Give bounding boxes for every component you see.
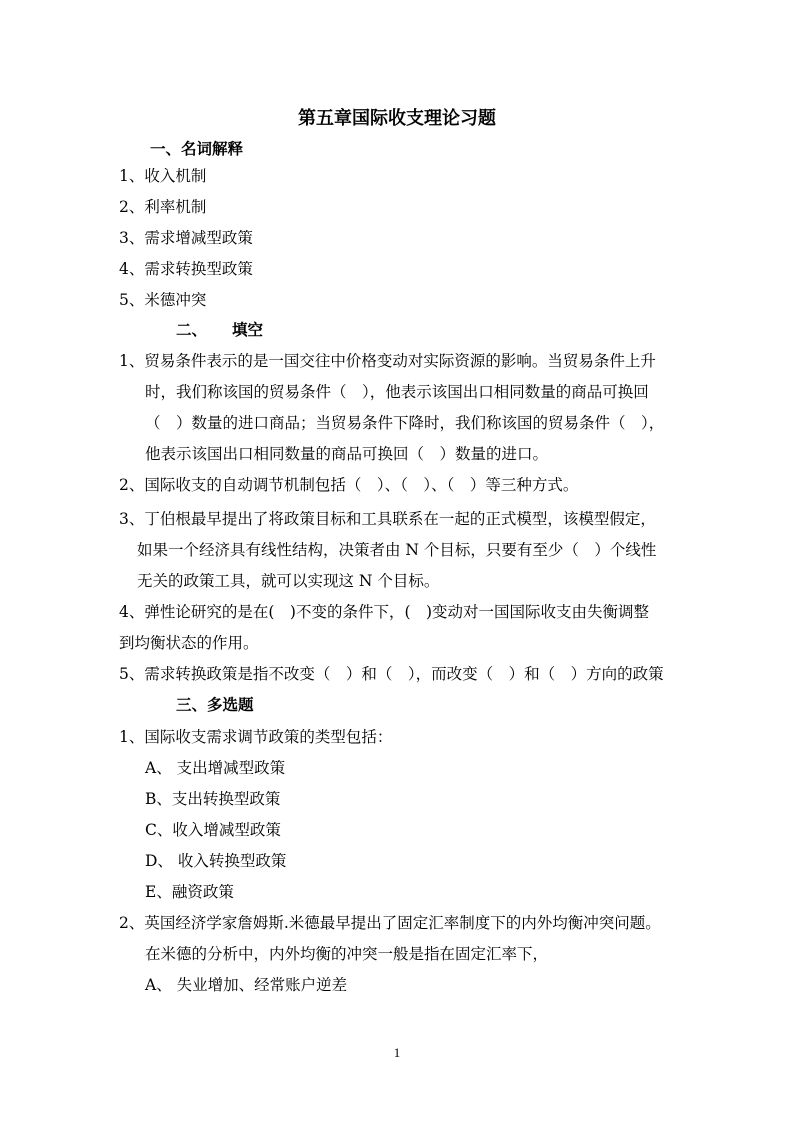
list-item: 3、需求增减型政策 xyxy=(119,229,253,247)
paragraph-line: 他表示该国出口相同数量的商品可换回（ ）数量的进口。 xyxy=(145,445,549,463)
paragraph-line: 1、贸易条件表示的是一国交往中价格变动对实际资源的影响。当贸易条件上升 xyxy=(119,352,656,370)
paragraph-line: 无关的政策工具，就可以实现这 N 个目标。 xyxy=(137,572,440,590)
paragraph-line: 4、弹性论研究的是在( )不变的条件下，( )变动对一国国际收支由失衡调整 xyxy=(119,603,650,621)
paragraph-line: 到均衡状态的作用。 xyxy=(119,634,259,652)
question-line: 1、国际收支需求调节政策的类型包括： xyxy=(119,728,393,746)
page-title: 第五章国际收支理论习题 xyxy=(298,108,496,129)
option-line: A、 失业增加、经常账户逆差 xyxy=(145,976,348,994)
list-item: 1、收入机制 xyxy=(119,167,207,185)
question-line: 在米德的分析中，内外均衡的冲突一般是指在固定汇率下， xyxy=(145,945,549,963)
option-line: C、收入增减型政策 xyxy=(145,821,281,839)
list-item: 4、需求转换型政策 xyxy=(119,260,253,278)
paragraph-line: （ ）数量的进口商品；当贸易条件下降时，我们称该国的贸易条件（ ）， xyxy=(145,414,665,432)
paragraph-line: 如果一个经济具有线性结构，决策者由 N 个目标，只要有至少（ ）个线性 xyxy=(137,541,657,559)
option-line: E、融资政策 xyxy=(145,883,234,901)
paragraph-line: 5、需求转换政策是指不改变（ ）和（ ），而改变（ ）和（ ）方向的政策 xyxy=(119,665,664,683)
section-heading-2-number: 二、 xyxy=(176,320,208,339)
page-number: 1 xyxy=(393,1045,401,1060)
section-heading-1: 一、名词解释 xyxy=(150,139,244,158)
list-item: 5、米德冲突 xyxy=(119,291,207,309)
section-heading-2-text: 填空 xyxy=(232,320,264,339)
paragraph-line: 时，我们称该国的贸易条件（ ），他表示该国出口相同数量的商品可换回 xyxy=(145,383,649,401)
option-line: A、 支出增减型政策 xyxy=(145,759,286,777)
question-line: 2、英国经济学家詹姆斯.米德最早提出了固定汇率制度下的内外均衡冲突问题。 xyxy=(119,914,661,932)
paragraph-line: 3、丁伯根最早提出了将政策目标和工具联系在一起的正式模型，该模型假定， xyxy=(119,510,656,528)
paragraph-line: 2、国际收支的自动调节机制包括（ ）、（ ）、（ ）等三种方式。 xyxy=(119,476,579,494)
option-line: B、支出转换型政策 xyxy=(145,790,281,808)
option-line: D、 收入转换型政策 xyxy=(145,852,287,870)
list-item: 2、利率机制 xyxy=(119,198,207,216)
section-heading-3: 三、多选题 xyxy=(176,695,254,714)
